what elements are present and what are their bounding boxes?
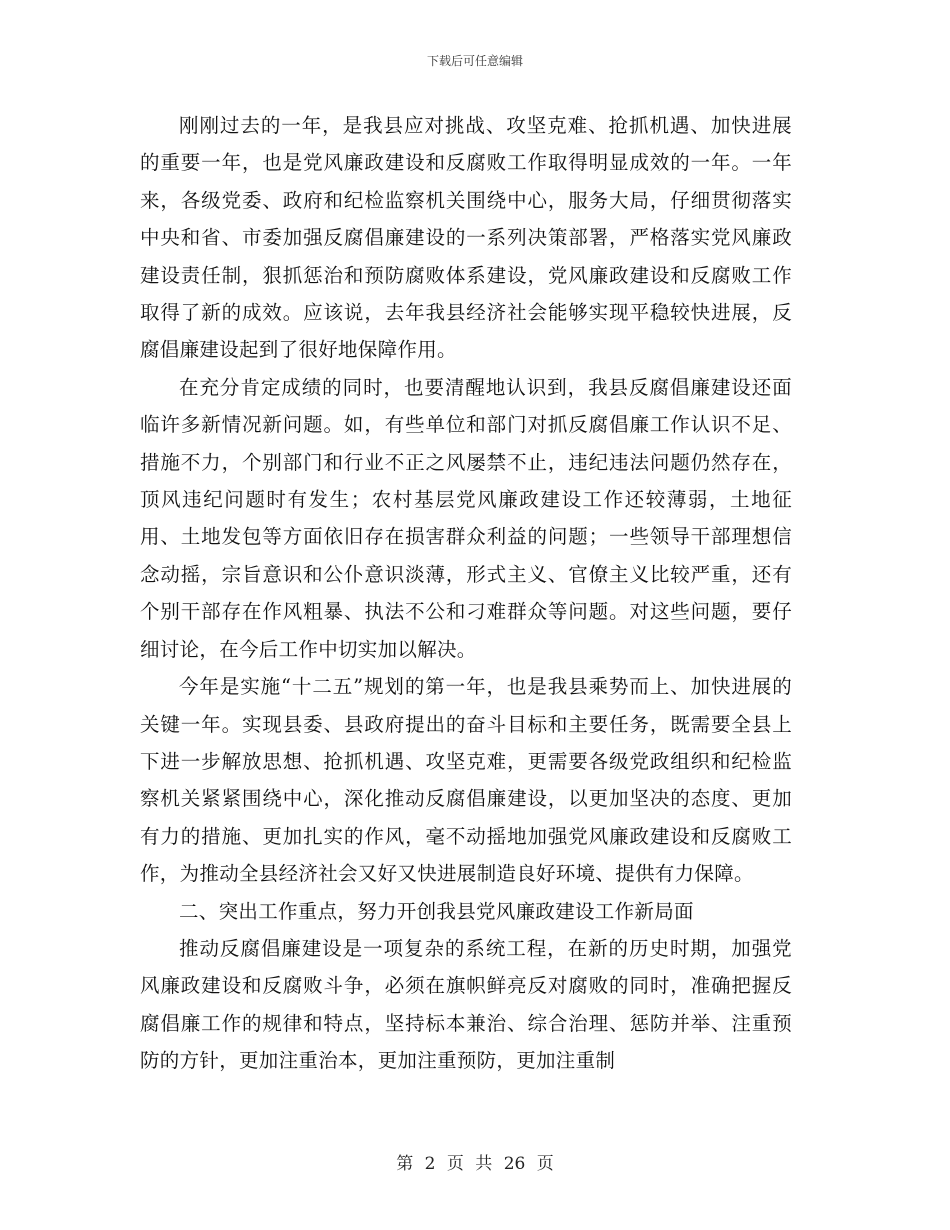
page-header-note: 下载后可任意编辑 [426, 54, 523, 68]
paragraph-this-year: 今年是实施“十二五”规划的第一年，也是我县乘势而上、加快进展的关键一年。实现县委、县政府提出的奋斗目标和主要任务，既需要全县上下进一步解放思想、抢抓机遇、攻坚克难，更需要各级党政组织和纪检监察机关紧紧围绕中心，深化推动反腐倡廉建设，以更加坚决的态度、更加有力的措施、更加扎实的作风，毫不动摇地加强党风廉政建设和反腐败工作，为推动全县经济社会又好又快进展制造良好环境、提供有力保障。 [140, 675, 792, 886]
paragraph-review-last-year: 刚刚过去的一年，是我县应对挑战、攻坚克难、抢抓机遇、加快进展的重要一年，也是党风廉政建设和反腐败工作取得明显成效的一年。一年来，各级党委、政府和纪检监察机关围绕中心，服务大局，仔细贯彻落实中央和省、市委加强反腐倡廉建设的一系列决策部署，严格落实党风廉政建设责任制，狠抓惩治和预防腐败体系建设，党风廉政建设和反腐败工作取得了新的成效。应该说，去年我县经济社会能够实现平稳较快进展，反腐倡廉建设起到了很好地保障作用。 [140, 114, 792, 362]
document-body [140, 107, 792, 1080]
page-number-footer: 第 2 页 共 26 页 [396, 1154, 554, 1174]
paragraph-problems: 在充分肯定成绩的同时，也要清醒地认识到，我县反腐倡廉建设还面临许多新情况新问题。如，有些单位和部门对抓反腐倡廉工作认识不足、措施不力，个别部门和行业不正之风屡禁不止，违纪违法问题仍然存在，顶风违纪问题时有发生；农村基层党风廉政建设工作还较薄弱，土地征用、土地发包等方面依旧存在损害群众利益的问题；一些领导干部理想信念动摇，宗旨意识和公仆意识淡薄，形式主义、官僚主义比较严重，还有个别干部存在作风粗暴、执法不公和刁难群众等问题。对这些问题，要仔细讨论，在今后工作中切实加以解决。 [140, 375, 792, 661]
paragraph-key-work: 推动反腐倡廉建设是一项复杂的系统工程，在新的历史时期，加强党风廉政建设和反腐败斗争，必须在旗帜鲜亮反对腐败的同时，准确把握反腐倡廉工作的规律和特点，坚持标本兼治、综合治理、惩防并举、注重预防的方针，更加注重治本，更加注重预防，更加注重制 [140, 936, 792, 1073]
section-heading-2: 二、突出工作重点，努力开创我县党风廉政建设工作新局面 [179, 899, 694, 923]
